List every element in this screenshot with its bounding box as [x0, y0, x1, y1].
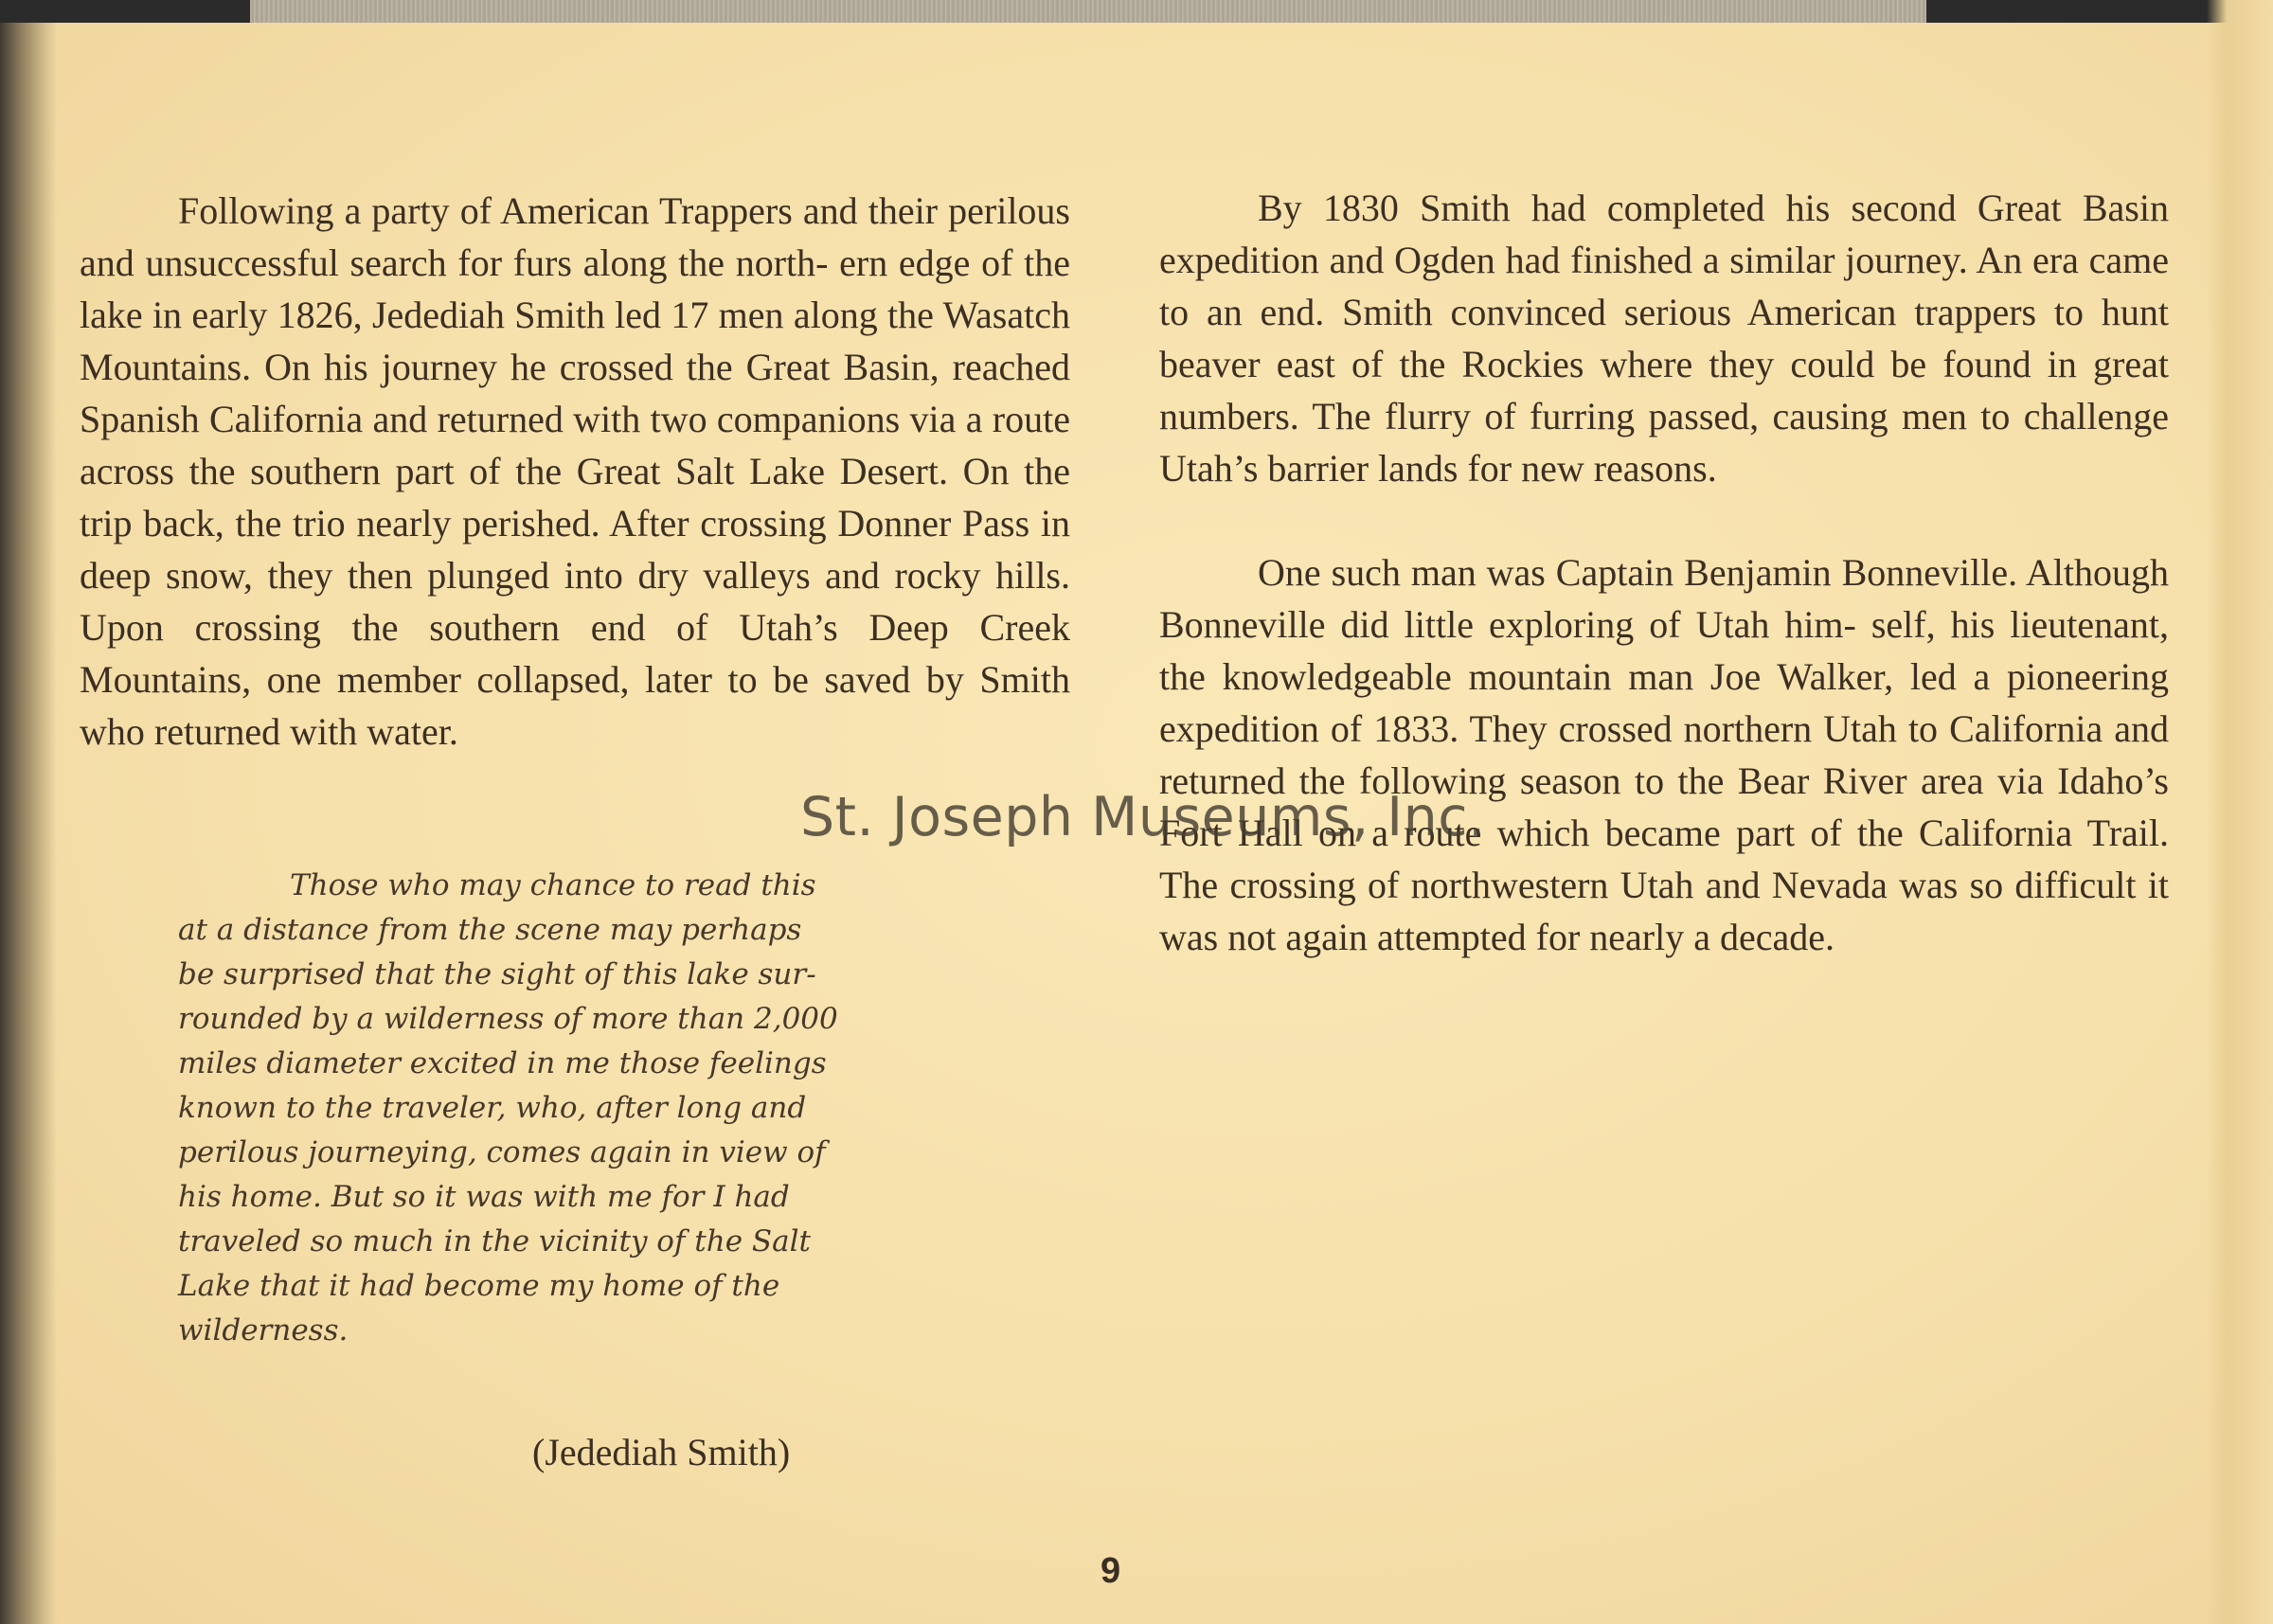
quote-attribution: (Jedediah Smith) — [532, 1431, 791, 1473]
watermark: St. Joseph Museums, Inc. — [800, 786, 1486, 848]
right-paragraph-1: By 1830 Smith had completed his second Great Basin expedition and Ogden had finished a similar journey. An era came to an end. Smith convinced serious American trappers to hunt beaver east of the Rockies where they could be found in great numbers. The flurry of furring passed, causing men to challenge Utah’s barrier lands for new reasons. — [1159, 187, 2169, 490]
spine-shadow — [0, 23, 57, 1624]
page-number: 9 — [1101, 1551, 1121, 1591]
smith-quote: Those who may chance to read this at a distance from the scene may perhaps be surprised that the sight of this lake sur- rounded by a wilderness of more than 2,000 miles diameter excited in me those feelings known to the traveler, who, after long and perilous journeying, comes again in view of his home. But so it was with me for I had traveled so much in the vicinity of the Salt Lake that it had become my home of the wilderness. — [178, 868, 838, 1347]
page-edge — [2207, 0, 2273, 1624]
right-paragraph-2: One such man was Captain Benjamin Bonneville. Although Bonneville did little exploring of Utah him- self, his lieutenant, the knowledgeable mountain man Joe Walker, led a pioneering expedition of 1833. They crossed northern Utah to California and returned the following season to the Bear River area via Idaho’s Fort Hall on a route which became part of the California Trail. The crossing of northwestern Utah and Nevada was so difficult it was not again attempted for nearly a decade. — [1159, 551, 2169, 958]
left-column — [80, 185, 1070, 758]
left-paragraph: Following a party of American Trappers and their perilous and unsuccessful search for furs along the north- ern edge of the lake in early 1826, Jedediah Smith led 17 men along the Wasatch Mountains. On his journey he crossed the Great Basin, reached Spanish California and returned with two companions via a route across the southern part of the Great Salt Lake Desert. On the trip back, the trio nearly perished. After crossing Donner Pass in deep snow, they then plunged into dry valleys and rocky hills. Upon crossing the southern end of Utah’s Deep Creek Mountains, one member collapsed, later to be saved by Smith who returned with water. — [80, 189, 1070, 753]
